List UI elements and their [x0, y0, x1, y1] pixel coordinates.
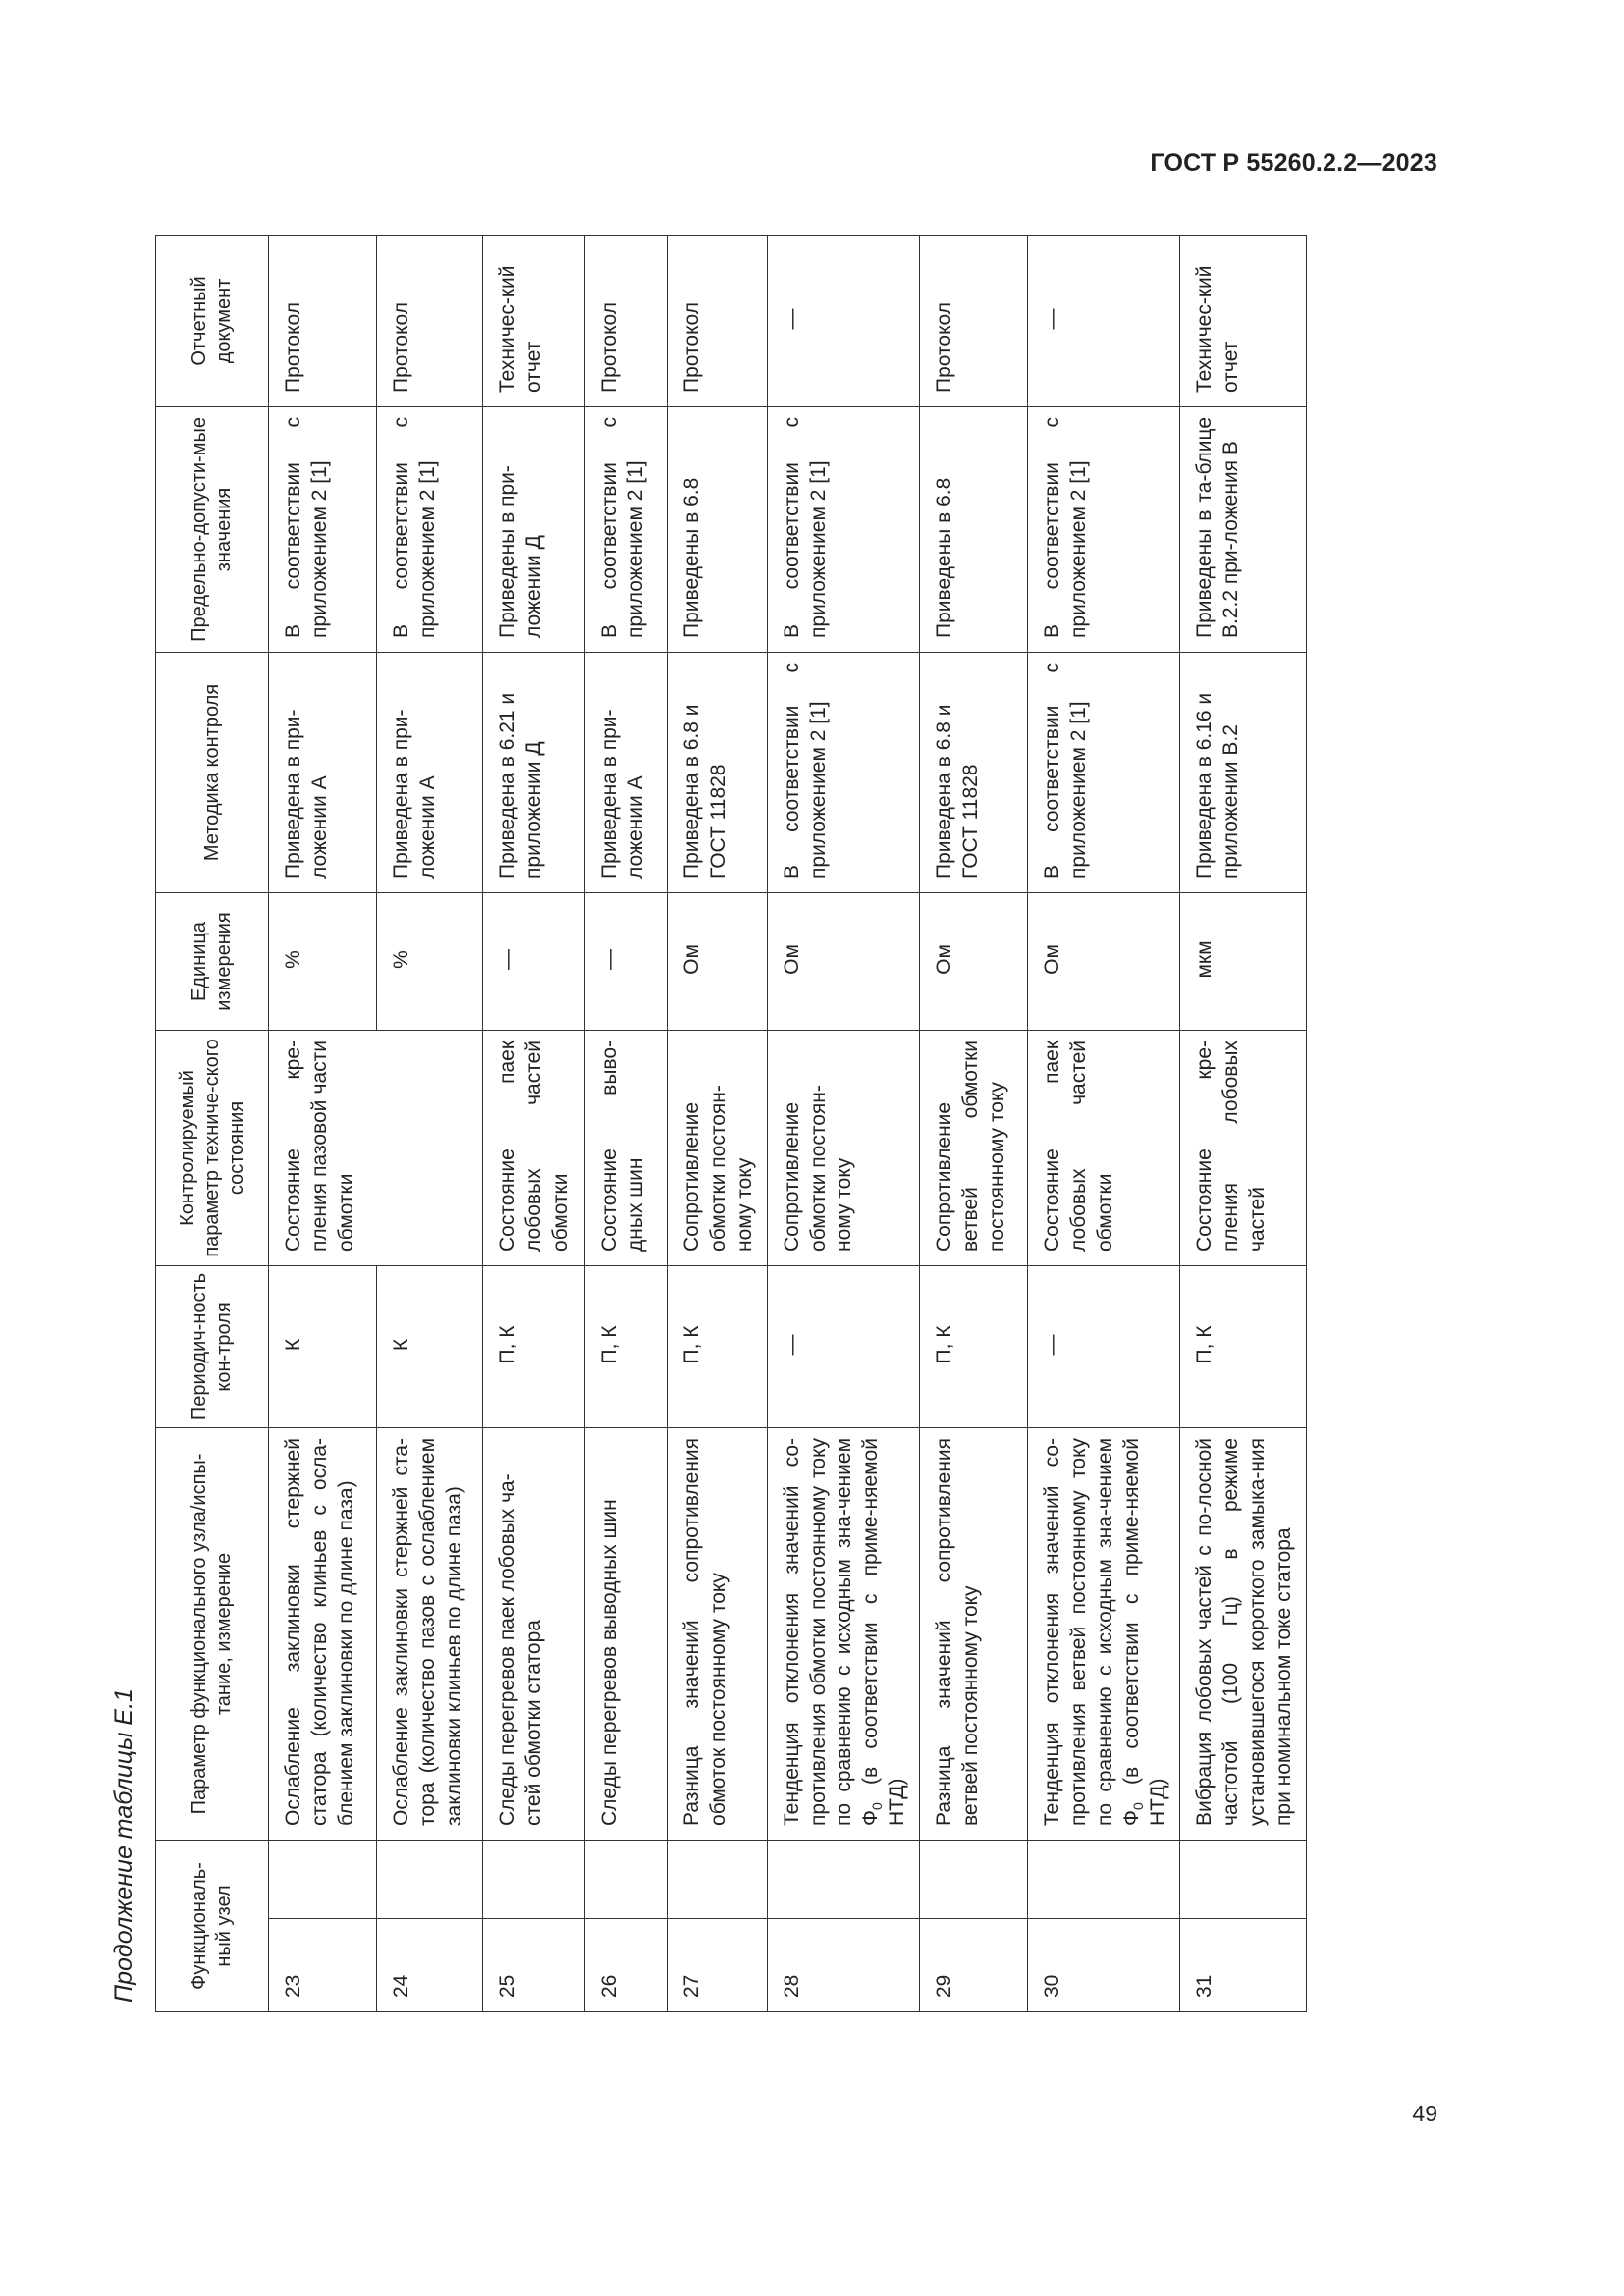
parameter-cell: Ослабление заклиновки стержней статора (количество клиньев с осла-блением заклиновки по длине паза) [269, 1427, 377, 1840]
header-periodicity: Периодич-ность кон-троля [156, 1265, 269, 1427]
limits-cell: В соответствии с приложением 2 [1] [1028, 406, 1180, 652]
unit-cell: мкм [1180, 892, 1307, 1030]
functional-node-cell [1180, 1840, 1307, 1918]
header-unit: Единица измерения [156, 892, 269, 1030]
table-row [920, 235, 1028, 2011]
method-cell: В соответствии с приложением 2 [1] [767, 652, 919, 892]
unit-cell: Ом [767, 892, 919, 1030]
report-cell: Протокол [269, 235, 377, 406]
limits-cell: Приведены в при-ложении Д [483, 406, 585, 652]
page-number: 49 [1412, 2101, 1437, 2126]
functional-node-cell [767, 1840, 919, 1918]
parameter-text-tail: (в соответствии с приме-няемой НТД) [1119, 1437, 1169, 1826]
periodicity-cell: П, К [585, 1265, 668, 1427]
table-header-row [156, 235, 269, 2011]
limits-cell: В соответствии с приложением 2 [1] [377, 406, 483, 652]
subscript-zero: 0 [1129, 1802, 1146, 1811]
limits-cell: В соответствии с приложением 2 [1] [269, 406, 377, 652]
table-row [483, 235, 585, 2011]
limits-cell: Приведены в 6.8 [668, 406, 768, 652]
method-cell: Приведена в 6.8 и ГОСТ 11828 [668, 652, 768, 892]
header-controlled-parameter: Контролируемый параметр техниче-ского состояния [156, 1030, 269, 1265]
functional-node-cell [668, 1840, 768, 1918]
functional-node-cell [585, 1840, 668, 1918]
table-row [668, 235, 768, 2011]
row-number: 27 [668, 1919, 768, 2012]
header-parameter: Параметр функционального узла/испы-тание, измерение [156, 1427, 269, 1840]
row-number: 30 [1028, 1919, 1180, 2012]
unit-cell: Ом [1028, 892, 1180, 1030]
report-cell: Протокол [377, 235, 483, 406]
document-code: ГОСТ Р 55260.2.2—2023 [1150, 149, 1437, 177]
parameter-cell: Следы перегревов выводных шин [585, 1427, 668, 1840]
table-row [1028, 235, 1180, 2011]
periodicity-cell: К [269, 1265, 377, 1427]
rotated-table-block [108, 236, 1355, 2012]
header-report: Отчетный документ [156, 235, 269, 406]
controlled-parameter-cell: Состояние кре-пления лобовых частей [1180, 1030, 1307, 1265]
controlled-parameter-cell: Состояние кре-пления пазовой части обмотки [269, 1030, 483, 1265]
parameter-cell [767, 1427, 919, 1840]
row-number: 29 [920, 1919, 1028, 2012]
parameter-cell [1028, 1427, 1180, 1840]
parameter-cell: Ослабление заклиновки стержней ста-тора (количество пазов с ослаблением заклиновки клиньев по длине паза) [377, 1427, 483, 1840]
controlled-parameter-cell: Сопротивление ветвей обмотки постоянному току [920, 1030, 1028, 1265]
method-cell: Приведена в при-ложении А [377, 652, 483, 892]
table-row [269, 235, 377, 2011]
table-row [767, 235, 919, 2011]
report-cell: Протокол [668, 235, 768, 406]
row-number: 28 [767, 1919, 919, 2012]
unit-cell: % [377, 892, 483, 1030]
controlled-parameter-cell: Сопротивление обмотки постоян-ному току [767, 1030, 919, 1265]
control-parameters-table [155, 235, 1307, 2012]
controlled-parameter-cell: Состояние паек лобовых частей обмотки [483, 1030, 585, 1265]
report-cell: — [767, 235, 919, 406]
method-cell: Приведена в 6.8 и ГОСТ 11828 [920, 652, 1028, 892]
controlled-parameter-cell: Состояние выво-дных шин [585, 1030, 668, 1265]
functional-node-cell [920, 1840, 1028, 1918]
header-functional-node: Функциональ-ный узел [156, 1840, 269, 2011]
limits-cell: В соответствии с приложением 2 [1] [767, 406, 919, 652]
parameter-cell: Вибрация лобовых частей с по-лосной частотой (100 Гц) в режиме установившегося короткого замыка-ния при номинальном токе статора [1180, 1427, 1307, 1840]
unit-cell: % [269, 892, 377, 1030]
periodicity-cell: К [377, 1265, 483, 1427]
method-cell: Приведена в 6.16 и приложении В.2 [1180, 652, 1307, 892]
parameter-text: Тенденция отклонения значений со-противления обмотки постоянному току по сравнению с исходным зна-чением Ф [780, 1437, 883, 1826]
method-cell: Приведена в при-ложении А [269, 652, 377, 892]
method-cell: В соответствии с приложением 2 [1] [1028, 652, 1180, 892]
controlled-parameter-cell: Сопротивление обмотки постоян-ному току [668, 1030, 768, 1265]
periodicity-cell: П, К [920, 1265, 1028, 1427]
unit-cell: — [483, 892, 585, 1030]
table-row [1180, 235, 1307, 2011]
table-row [585, 235, 668, 2011]
parameter-cell: Разница значений сопротивления ветвей постоянному току [920, 1427, 1028, 1840]
row-number: 26 [585, 1919, 668, 2012]
unit-cell: Ом [668, 892, 768, 1030]
periodicity-cell: П, К [668, 1265, 768, 1427]
report-cell: Протокол [585, 235, 668, 406]
report-cell: Техничес-кий отчет [483, 235, 585, 406]
periodicity-cell: — [767, 1265, 919, 1427]
parameter-cell: Следы перегревов паек лобовых ча-стей обмотки статора [483, 1427, 585, 1840]
functional-node-cell [377, 1840, 483, 1918]
periodicity-cell: П, К [483, 1265, 585, 1427]
method-cell: Приведена в при-ложении А [585, 652, 668, 892]
unit-cell: — [585, 892, 668, 1030]
table-caption: Продолжение таблицы Е.1 [110, 1688, 137, 2002]
limits-cell: В соответствии с приложением 2 [1] [585, 406, 668, 652]
periodicity-cell: П, К [1180, 1265, 1307, 1427]
periodicity-cell: — [1028, 1265, 1180, 1427]
unit-cell: Ом [920, 892, 1028, 1030]
functional-node-cell [269, 1840, 377, 1918]
row-number: 24 [377, 1919, 483, 2012]
header-method: Методика контроля [156, 652, 269, 892]
functional-node-cell [483, 1840, 585, 1918]
row-number: 31 [1180, 1919, 1307, 2012]
parameter-text: Тенденция отклонения значений со-противления ветвей постоянному току по сравнению с исходным зна-чением Ф [1041, 1437, 1143, 1826]
row-number: 25 [483, 1919, 585, 2012]
header-limits: Предельно-допусти-мые значения [156, 406, 269, 652]
row-number: 23 [269, 1919, 377, 2012]
controlled-parameter-cell: Состояние паек лобовых частей обмотки [1028, 1030, 1180, 1265]
report-cell: Протокол [920, 235, 1028, 406]
parameter-text-tail: (в соответствии с приме-няемой НТД) [859, 1437, 909, 1826]
subscript-zero: 0 [869, 1802, 886, 1811]
method-cell: Приведена в 6.21 и приложении Д [483, 652, 585, 892]
report-cell: — [1028, 235, 1180, 406]
parameter-cell: Разница значений сопротивления обмоток постоянному току [668, 1427, 768, 1840]
limits-cell: Приведены в та-блице В.2.2 при-ложения В [1180, 406, 1307, 652]
limits-cell: Приведены в 6.8 [920, 406, 1028, 652]
report-cell: Техничес-кий отчет [1180, 235, 1307, 406]
functional-node-cell [1028, 1840, 1180, 1918]
